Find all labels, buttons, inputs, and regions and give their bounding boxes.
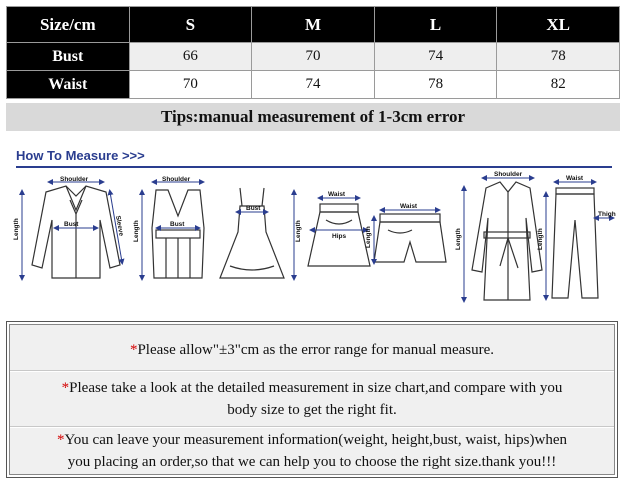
how-to-measure-title: How To Measure >>> [16, 148, 145, 163]
blouse-length-label: Length [13, 218, 20, 240]
measurement-diagram [8, 170, 618, 312]
note2-line2: body size to get the right fit. [227, 402, 397, 418]
note-star: * [56, 432, 65, 448]
tips-banner: Tips:manual measurement of 1-3cm error [6, 103, 620, 131]
bust-s-value: 66 [129, 43, 252, 71]
notes-inner [9, 324, 615, 475]
size-l-header: L [374, 7, 497, 43]
bust-m-value: 70 [252, 43, 375, 71]
note-separator [10, 426, 614, 428]
note-star: * [129, 342, 138, 358]
bust-l-value: 74 [374, 43, 497, 71]
coat-length-label: Length [455, 228, 462, 250]
bust-row-label: Bust [7, 43, 130, 71]
blouse-garment-icon [32, 186, 120, 278]
top-shoulder-label: Shoulder [162, 176, 191, 183]
pants-thigh-label: Thigh [598, 211, 616, 218]
note-size-chart [10, 377, 614, 421]
shorts-icon [374, 214, 446, 262]
waist-m-value: 74 [252, 71, 375, 99]
size-m-header: M [252, 7, 375, 43]
pants-waist-label: Waist [566, 175, 584, 182]
size-corner-label: Size/cm [7, 7, 130, 43]
note-error-range [10, 339, 614, 361]
notes-box [6, 321, 618, 478]
size-header-row [7, 7, 620, 43]
bust-xl-value: 78 [497, 43, 620, 71]
sleeveless-top-icon [152, 190, 204, 278]
blouse-shoulder-label: Shoulder [60, 176, 89, 183]
top-bust-label: Bust [170, 221, 185, 228]
waist-row [7, 71, 620, 99]
note1-text: Please allow"±3"cm as the error range for manual measure. [137, 342, 495, 358]
size-xl-header: XL [497, 7, 620, 43]
shorts-length-label: Length [365, 226, 372, 248]
size-chart-table [6, 6, 620, 99]
dress-length-label: Length [295, 220, 302, 242]
note3-line1: You can leave your measurement information(weight, height,bust, waist, hips)when [64, 432, 568, 448]
how-to-measure-divider [16, 166, 612, 168]
strap-dress-icon [220, 188, 284, 278]
note2-line1: Please take a look at the detailed measurement in size chart,and compare with you [69, 380, 563, 396]
waist-xl-value: 82 [497, 71, 620, 99]
note3-line2: you placing an order,so that we can help you to choose the right size.thank you!!! [67, 454, 557, 470]
trench-coat-icon [472, 182, 542, 300]
skirt-hips-label: Hips [332, 233, 347, 240]
blouse-sleeve-label: Sleeve [114, 215, 125, 237]
waist-row-label: Waist [7, 71, 130, 99]
pants-length-label: Length [537, 228, 544, 250]
note-separator [10, 370, 614, 372]
shorts-waist-label: Waist [400, 203, 418, 210]
waist-l-value: 78 [374, 71, 497, 99]
top-length-label: Length [133, 220, 140, 242]
skirt-waist-label: Waist [328, 191, 346, 198]
blouse-bust-label: Bust [64, 221, 79, 228]
coat-shoulder-label: Shoulder [494, 171, 523, 178]
waist-s-value: 70 [129, 71, 252, 99]
note-leave-info [10, 429, 614, 473]
pants-icon [552, 188, 598, 298]
size-s-header: S [129, 7, 252, 43]
dress-bust-label: Bust [246, 205, 261, 212]
bust-row [7, 43, 620, 71]
note-star: * [61, 380, 70, 396]
